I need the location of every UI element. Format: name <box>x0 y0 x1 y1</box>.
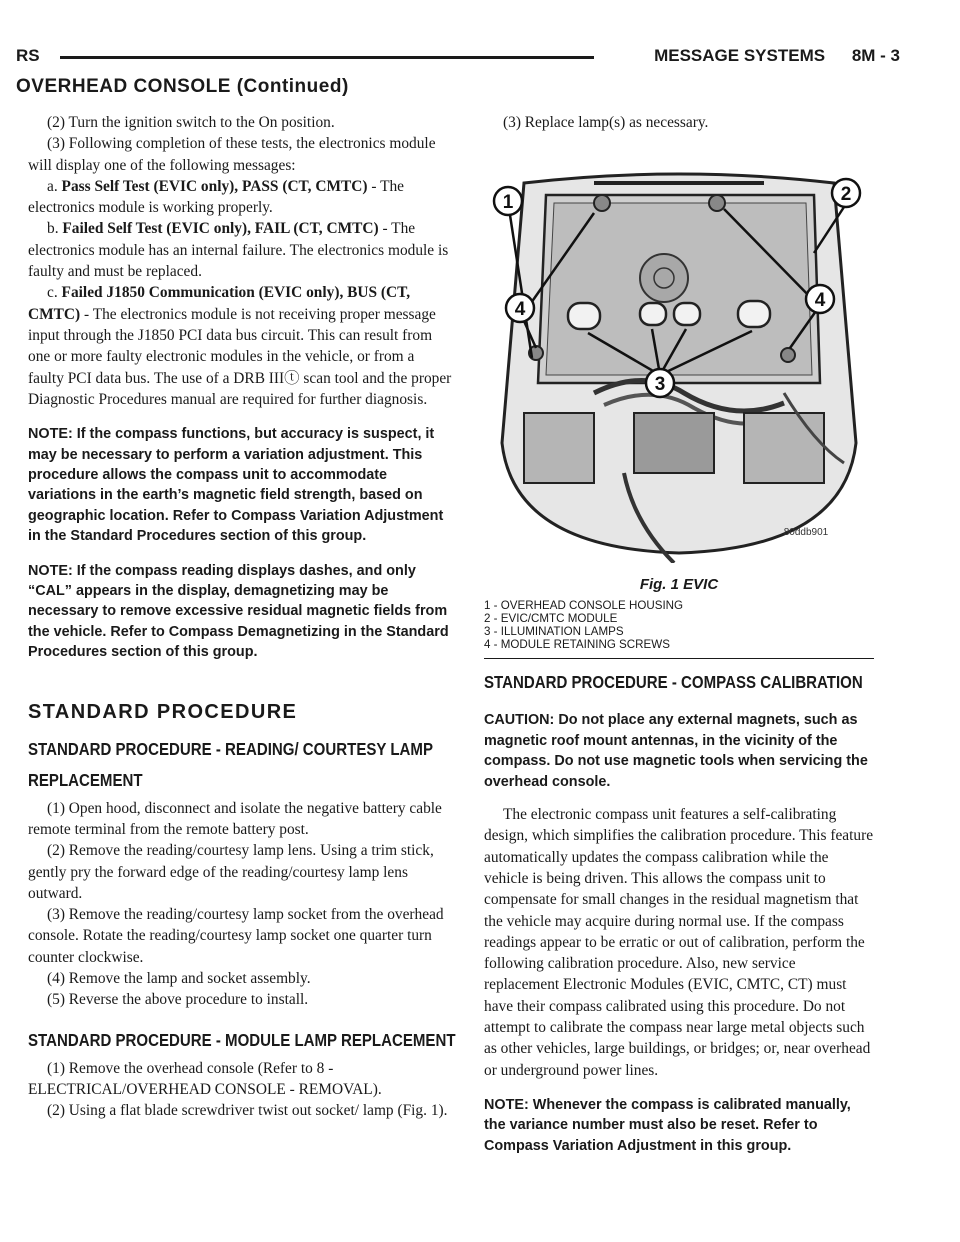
reading-step-1: (1) Open hood, disconnect and isolate the negative battery cable remote terminal from the remote battery post. <box>28 799 442 838</box>
reading-step-5: (5) Reverse the above procedure to install. <box>47 991 309 1009</box>
callout-4-right: 4 <box>814 290 826 312</box>
screw-icon <box>709 195 725 211</box>
figure-title: Fig. 1 EVIC <box>639 575 719 593</box>
left-column <box>28 112 456 1121</box>
note-calibration-reset: NOTE: Whenever the compass is calibrated manually, the variance number must also be reset. Refer to Compass Variation Adjustment in this group. <box>484 1096 851 1154</box>
callout-3: 3 <box>654 374 666 396</box>
message-pass-title: Pass Self Test (EVIC only), PASS (CT, CMTC) <box>61 177 368 195</box>
message-bus-title: Failed J1850 Communication (EVIC only), BUS (CT, CMTC) <box>28 284 411 323</box>
figure-code: 80ddb901 <box>783 527 829 539</box>
lamp-icon <box>738 301 770 327</box>
callout-2: 2 <box>840 184 852 206</box>
note-demagnetize: NOTE: If the compass reading displays dashes, and only “CAL” appears in the display, demagnetizing may be necessary to remove excessive residual magnetic fields from the vehicle. Refer to Compass Demagnetizing in the Standard Procedures section of this group. <box>28 562 449 661</box>
header-right <box>654 46 900 66</box>
callout-1: 1 <box>502 192 514 214</box>
message-fail-title: Failed Self Test (EVIC only), FAIL (CT, CMTC) <box>62 220 379 238</box>
callout-4-left: 4 <box>514 299 526 321</box>
heading-reading-lamp: STANDARD PROCEDURE - READING/ COURTESY LAMP REPLACEMENT <box>28 738 433 790</box>
screw-icon <box>781 348 795 362</box>
note-variation: NOTE: If the compass functions, but accuracy is suspect, it may be necessary to perform a variation adjustment. This procedure allows the compass unit to accommodate variations in the earth’s magnetic field strength, based on geographic location. Refer to Compass Variation Adjustment in the Standard Procedures section of this group. <box>28 426 444 545</box>
legend-rule <box>484 658 874 659</box>
screw-icon <box>594 195 610 211</box>
heading-standard-procedure: STANDARD PROCEDURE <box>28 700 298 723</box>
message-pass: a. Pass Self Test (EVIC only), PASS (CT, CMTC) - The electronics module is working properly. <box>28 177 405 217</box>
step-completion: (3) Following completion of these tests, the electronics module will display one of the following messages: <box>28 135 436 174</box>
reading-step-3: (3) Remove the reading/courtesy lamp socket from the overhead console. Rotate the reading/courtesy lamp socket one quarter turn counter clockwise. <box>28 906 444 966</box>
calibration-body: The electronic compass unit features a self-calibrating design, which simplifies the calibration procedure. This feature automatically updates the compass calibration while the vehicle is being driven. This allows the compass unit to compensate for small changes in the residual magnetism that the vehicle may acquire during normal use. If the compass readings appear to be erratic or out of calibration, perform the following calibration procedure. Also, new service replacement Electronic Modules (EVIC, CMTC, CT) must have their compass calibrated using this procedure. Do not attempt to calibrate the compass near large metal objects such as other vehicles, large buildings, or bridges; or, near overhead or underground power lines. <box>484 806 874 1079</box>
message-fail: b. Failed Self Test (EVIC only), FAIL (CT, CMTC) - The electronics module has an internal failure. The electronics module is faulty and must be replaced. <box>28 220 449 281</box>
heading-compass-calibration: STANDARD PROCEDURE - COMPASS CALIBRATION <box>484 672 863 693</box>
header-section-code: RS <box>16 46 40 65</box>
legend-item: 2 - EVIC/CMTC MODULE <box>484 611 618 625</box>
figure-legend <box>484 599 874 652</box>
message-bus: c. Failed J1850 Communication (EVIC only), BUS (CT, CMTC) - The electronics module is not receiving proper message input through the J1850 PCI data bus circuit. This can result from one or more faulty electronic modules in the vehicle, or from a faulty PCI data bus. The use of a DRB IIIⓣ scan tool and the proper Diagnostic Procedures manual are required for further diagnosis. <box>28 284 452 408</box>
right-column <box>484 112 874 1156</box>
header-section-title: MESSAGE SYSTEMS <box>654 46 826 65</box>
step-ignition: (2) Turn the ignition switch to the On position. <box>47 114 335 131</box>
reading-step-4: (4) Remove the lamp and socket assembly. <box>47 970 311 987</box>
header-page-number: 8M - 3 <box>851 46 900 65</box>
lamp-icon <box>640 303 666 325</box>
caution-magnets: CAUTION: Do not place any external magnets, such as magnetic roof mount antennas, in the vicinity of the compass. Do not use magnetic tools when servicing the overhead console. <box>484 712 868 790</box>
module-step-1: (1) Remove the overhead console (Refer to 8 - ELECTRICAL/OVERHEAD CONSOLE - REMOVAL). <box>28 1059 382 1098</box>
compass-icon <box>640 254 688 302</box>
module-step-2: (2) Using a flat blade screwdriver twist out socket/ lamp (Fig. 1). <box>47 1102 448 1120</box>
legend-item: 3 - ILLUMINATION LAMPS <box>484 625 624 638</box>
lamp-icon <box>568 303 600 329</box>
continued-heading: OVERHEAD CONSOLE (Continued) <box>16 76 349 97</box>
lamp-icon <box>674 303 700 325</box>
module-step-3: (3) Replace lamp(s) as necessary. <box>503 114 709 131</box>
evic-figure <box>484 143 874 563</box>
legend-item: 4 - MODULE RETAINING SCREWS <box>484 638 670 652</box>
legend-item: 1 - OVERHEAD CONSOLE HOUSING <box>484 598 684 612</box>
reading-step-2: (2) Remove the reading/courtesy lamp lens. Using a trim stick, gently pry the forward edge of the reading/courtesy lamp lens outward. <box>28 842 434 902</box>
heading-module-lamp: STANDARD PROCEDURE - MODULE LAMP REPLACEMENT <box>28 1029 456 1050</box>
header-rule <box>60 56 594 59</box>
